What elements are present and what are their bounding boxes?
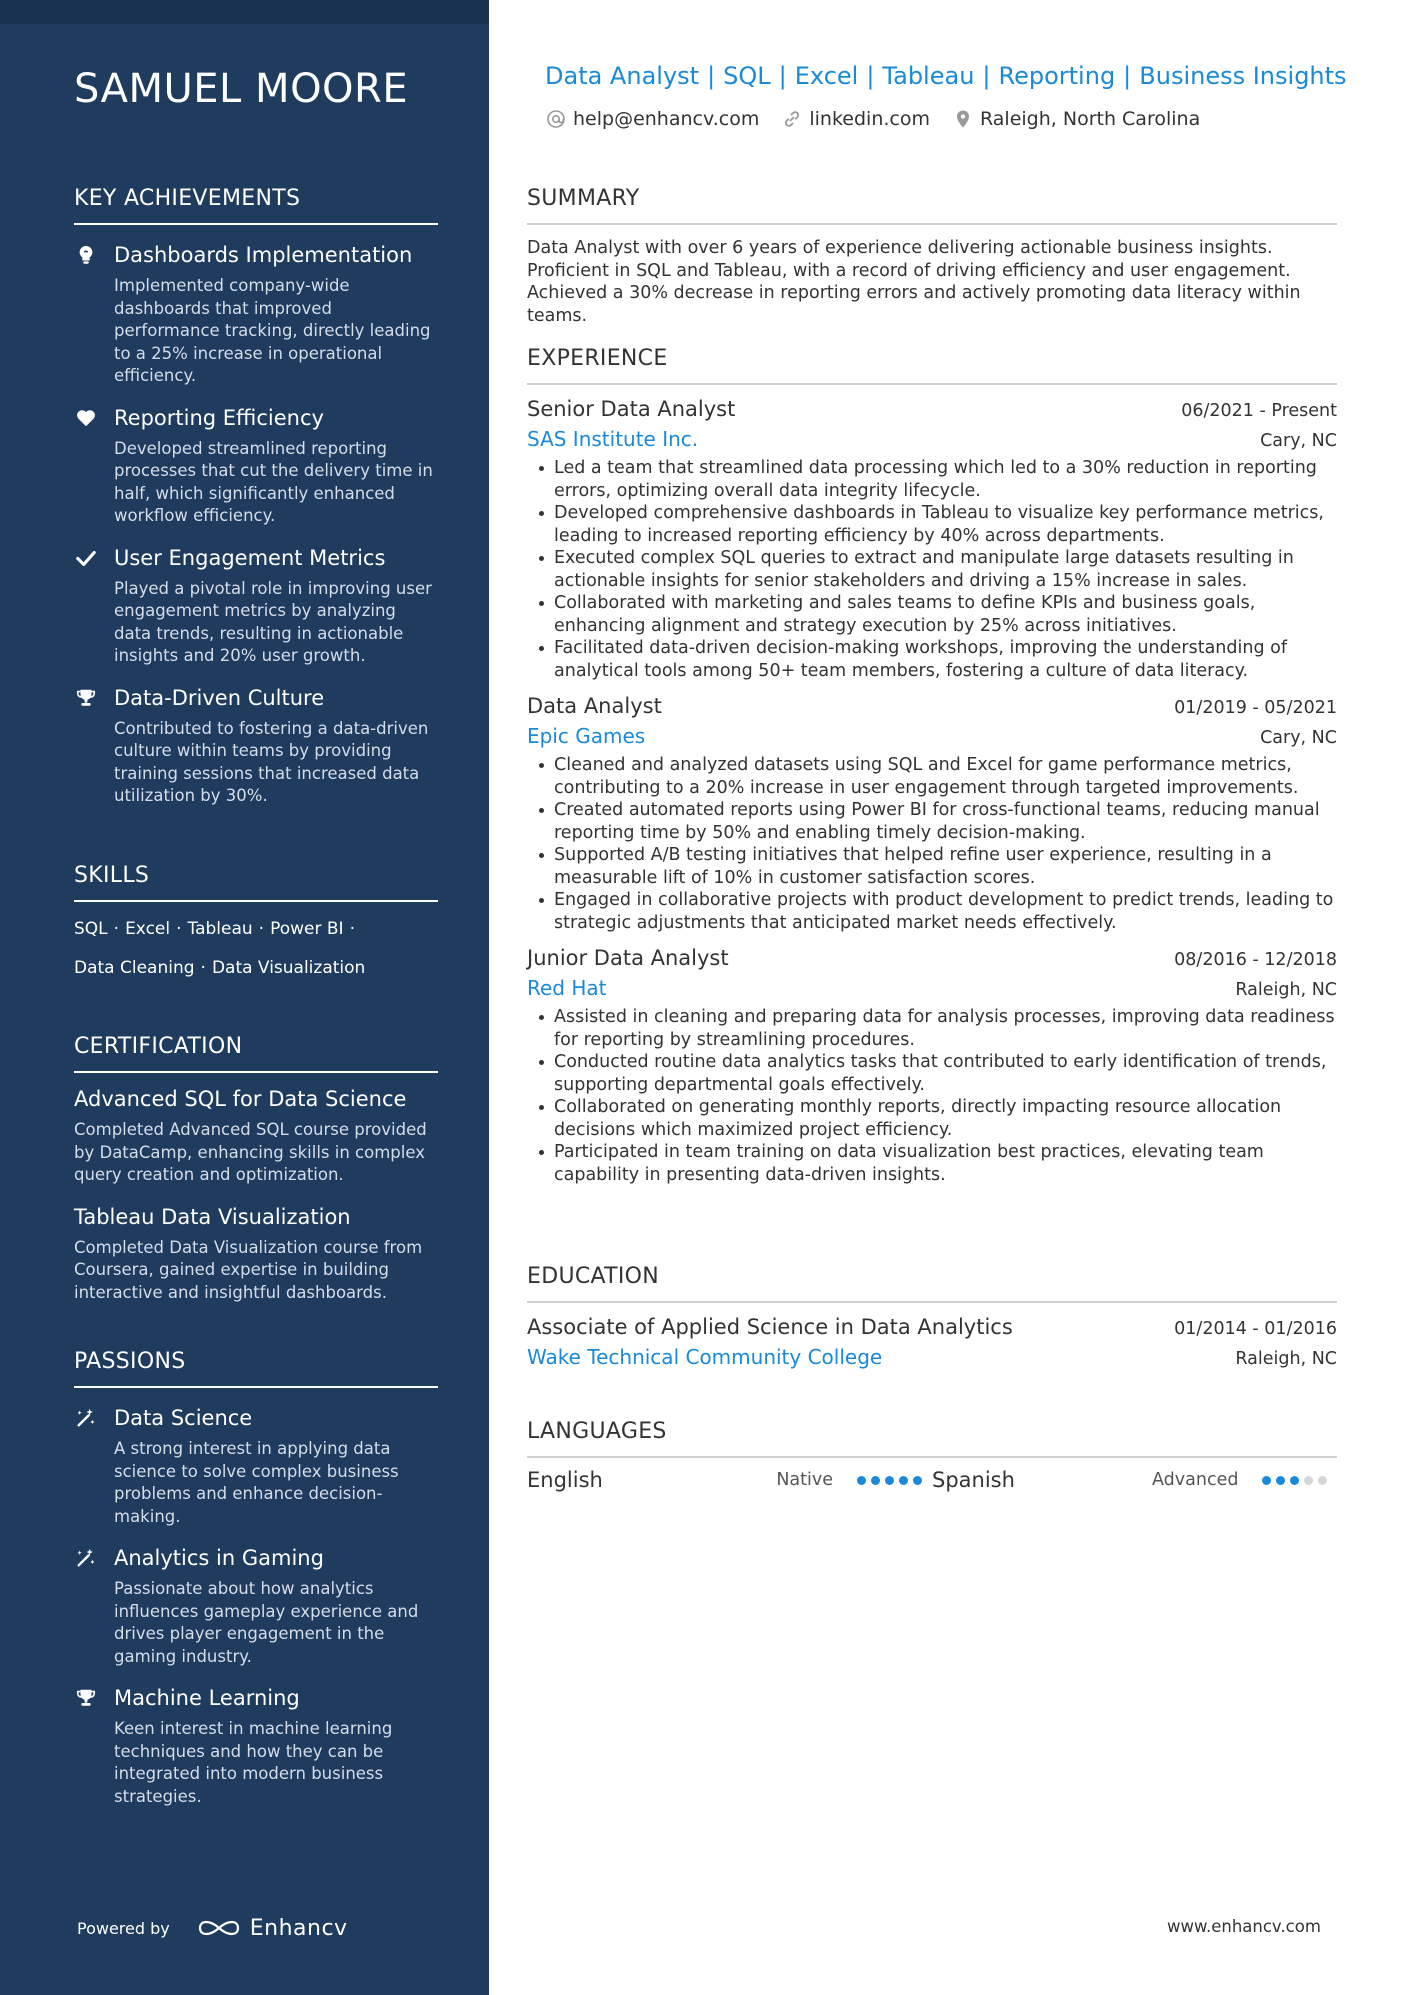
- achievement-item-description: Played a pivotal role in improving user engagement metrics by analyzing data trends, resulting in actionable insights and 20% user growth.: [114, 578, 432, 665]
- passion-item-description: A strong interest in applying data science to solve complex business problems and enhance decision-making.: [114, 1439, 399, 1526]
- skill-separator: ·: [258, 919, 265, 939]
- bullet-item: Developed comprehensive dashboards in Tableau to visualize key performance metrics, leading to increased reporting efficiency by 40% across departments.: [527, 502, 1337, 547]
- proficiency-dot-filled: [1262, 1476, 1271, 1485]
- school-name[interactable]: Wake Technical Community College: [527, 1345, 883, 1369]
- bullet-item: Collaborated on generating monthly reports, directly impacting resource allocation decisions which maximized project efficiency.: [527, 1096, 1337, 1141]
- language-item: [527, 1468, 932, 1492]
- bullet-item: Collaborated with marketing and sales teams to define KPIs and business goals, enhancing alignment and strategy execution by 25% across initiatives.: [527, 592, 1337, 637]
- skill-separator: ·: [113, 919, 120, 939]
- passion-item-description: Passionate about how analytics influences gameplay experience and drives player engagement in the gaming industry.: [114, 1579, 419, 1666]
- job-header-row: [527, 694, 1337, 718]
- skill-tag: Data Visualization: [211, 958, 366, 978]
- job-entry: [527, 694, 1337, 934]
- passions-section: [74, 1349, 438, 1808]
- achievement-item-title: User Engagement Metrics: [114, 545, 386, 570]
- job-location: Cary, NC: [1260, 431, 1337, 451]
- achievement-item: [74, 241, 438, 388]
- job-entry: [527, 397, 1337, 682]
- job-bullets: [527, 457, 1337, 682]
- proficiency-dots: [1262, 1476, 1332, 1485]
- headline-keyword: Tableau: [882, 62, 975, 90]
- location-text: Raleigh, North Carolina: [980, 108, 1201, 130]
- proficiency-dot-filled: [913, 1476, 922, 1485]
- bullet-item: Engaged in collaborative projects with product development to predict trends, leading to strategic adjustments that anticipated market needs effectively.: [527, 889, 1337, 934]
- linkedin-text: linkedin.com: [809, 108, 930, 130]
- headline-keyword: Data Analyst: [545, 62, 700, 90]
- wand-icon: [74, 1546, 98, 1570]
- language-name: English: [527, 1468, 603, 1492]
- skills-heading: SKILLS: [74, 863, 438, 902]
- certification-description: Completed Advanced SQL course provided by DataCamp, enhancing skills in complex query creation and optimization.: [74, 1120, 427, 1184]
- proficiency-dot-empty: [1304, 1476, 1313, 1485]
- languages-list: [527, 1468, 1337, 1492]
- proficiency-dot-filled: [1290, 1476, 1299, 1485]
- proficiency-dot-filled: [899, 1476, 908, 1485]
- skill-separator: ·: [200, 958, 206, 978]
- proficiency-dot-filled: [871, 1476, 880, 1485]
- candidate-name: SAMUEL MOORE: [74, 66, 409, 112]
- education-heading: EDUCATION: [527, 1264, 1337, 1303]
- certification-item: [74, 1085, 438, 1187]
- summary-heading: SUMMARY: [527, 186, 1337, 225]
- achievement-item-description: Contributed to fostering a data-driven culture within teams by providing training sessions that increased data utilization by 30%.: [114, 718, 429, 805]
- skill-tag: Excel: [125, 919, 171, 939]
- job-header-row: [527, 397, 1337, 421]
- certification-title: Tableau Data Visualization: [74, 1204, 351, 1229]
- sidebar: [0, 0, 489, 1995]
- bullet-item: Created automated reports using Power BI for cross-functional teams, reducing manual reporting time by 50% and enabling timely decision-making.: [527, 799, 1337, 844]
- certification-description: Completed Data Visualization course from Coursera, gained expertise in building interactive and insightful dashboards.: [74, 1237, 423, 1302]
- achievements-heading: KEY ACHIEVEMENTS: [74, 186, 438, 225]
- heart-icon: [74, 406, 98, 430]
- bullet-item: Led a team that streamlined data processing which led to a 30% reduction in reporting errors, optimizing overall data integrity lifecycle.: [527, 457, 1337, 502]
- trophy-icon: [74, 686, 98, 710]
- summary-text: Data Analyst with over 6 years of experience delivering actionable business insights. Proficient in SQL and Tableau, with a record of driving efficiency and user engagement. Achieved a 30% decrease in reporting errors and actively promoting data literacy within teams.: [527, 238, 1301, 326]
- brand-name: Enhancv: [249, 1915, 348, 1941]
- headline-keyword: Business Insights: [1139, 62, 1347, 90]
- passion-item-description: Keen interest in machine learning techniques and how they can be integrated into modern business strategies.: [114, 1719, 393, 1806]
- achievements-section: [74, 186, 438, 808]
- bullet-item: Cleaned and analyzed datasets using SQL and Excel for game performance metrics, contributing to a 20% increase in user engagement through targeted improvements.: [527, 754, 1337, 799]
- achievement-item: [74, 684, 438, 808]
- certification-item: [74, 1203, 438, 1305]
- proficiency-dot-filled: [857, 1476, 866, 1485]
- summary-section: [527, 186, 1337, 327]
- job-title: Data Analyst: [527, 694, 662, 718]
- job-entry: [527, 946, 1337, 1186]
- skills-section: [74, 863, 438, 988]
- skill-tag: Data Cleaning: [74, 958, 195, 978]
- achievement-item-title: Dashboards Implementation: [114, 243, 413, 267]
- sidebar-top-band: [0, 0, 489, 24]
- enhancv-logo[interactable]: [196, 1915, 348, 1941]
- degree: Associate of Applied Science in Data Analytics: [527, 1315, 1013, 1339]
- bulb-icon: [74, 243, 98, 267]
- location-pin-icon: [952, 108, 974, 130]
- email-text: help@enhancv.com: [573, 108, 760, 130]
- bullet-item: Assisted in cleaning and preparing data for analysis processes, improving data readiness for reporting by streamlining procedures.: [527, 1006, 1337, 1051]
- job-location: Cary, NC: [1260, 728, 1337, 748]
- passion-item: [74, 1544, 438, 1668]
- job-company-row: [527, 976, 1337, 1000]
- achievement-item-title: Reporting Efficiency: [114, 405, 324, 430]
- bullet-item: Supported A/B testing initiatives that helped refine user experience, resulting in a measurable lift of 10% in customer satisfaction scores.: [527, 844, 1337, 889]
- title-separator: |: [707, 62, 716, 90]
- proficiency-dot-filled: [885, 1476, 894, 1485]
- achievement-item-description: Implemented company-wide dashboards that improved performance tracking, directly leading to a 25% increase in operational efficiency.: [114, 276, 431, 385]
- skills-list: [74, 910, 404, 988]
- language-level: Native: [776, 1470, 833, 1490]
- job-header-row: [527, 946, 1337, 970]
- job-location: Raleigh, NC: [1235, 980, 1337, 1000]
- powered-by-label: Powered by: [77, 1918, 170, 1938]
- headline-keywords: [545, 62, 1347, 90]
- achievement-item: [74, 544, 438, 668]
- link-icon: [781, 108, 803, 130]
- bullet-item: Executed complex SQL queries to extract and manipulate large datasets resulting in actionable insights for senior stakeholders and driving a 15% increase in sales.: [527, 547, 1337, 592]
- at-icon: [545, 108, 567, 130]
- passion-item-title: Machine Learning: [114, 1686, 300, 1710]
- title-separator: |: [1123, 62, 1132, 90]
- certification-section: [74, 1034, 438, 1304]
- job-company-row: [527, 724, 1337, 748]
- passion-item-title: Analytics in Gaming: [114, 1546, 324, 1570]
- job-dates: 08/2016 - 12/2018: [1174, 950, 1337, 970]
- passions-heading: PASSIONS: [74, 1349, 438, 1388]
- company-name[interactable]: SAS Institute Inc.: [527, 427, 699, 451]
- proficiency-dot-empty: [1318, 1476, 1327, 1485]
- job-title: Senior Data Analyst: [527, 397, 736, 421]
- skill-tag: Tableau: [187, 919, 253, 939]
- contact-linkedin[interactable]: [781, 108, 930, 130]
- wand-icon: [74, 1406, 98, 1430]
- footer-website[interactable]: www.enhancv.com: [1167, 1917, 1321, 1936]
- company-name[interactable]: Red Hat: [527, 976, 607, 1000]
- proficiency-dots: [857, 1476, 927, 1485]
- proficiency-dot-filled: [1276, 1476, 1285, 1485]
- certification-heading: CERTIFICATION: [74, 1034, 438, 1073]
- language-name: Spanish: [932, 1468, 1015, 1492]
- languages-section: [527, 1419, 1337, 1492]
- achievement-item: [74, 404, 438, 528]
- job-company-row: [527, 427, 1337, 451]
- education-section: [527, 1264, 1337, 1369]
- education-entry: [527, 1315, 1337, 1369]
- education-dates: 01/2014 - 01/2016: [1174, 1319, 1337, 1339]
- powered-by: [77, 1915, 348, 1941]
- contact-row: [545, 108, 1222, 130]
- passion-item: [74, 1684, 438, 1808]
- title-separator: |: [982, 62, 991, 90]
- job-dates: 01/2019 - 05/2021: [1174, 698, 1337, 718]
- job-bullets: [527, 1006, 1337, 1186]
- skill-tag: SQL: [74, 919, 108, 939]
- contact-email[interactable]: [545, 108, 759, 130]
- skill-separator: ·: [349, 919, 355, 939]
- skill-separator: ·: [176, 919, 182, 939]
- job-title: Junior Data Analyst: [527, 946, 729, 970]
- headline-keyword: Excel: [794, 62, 859, 90]
- achievement-item-description: Developed streamlined reporting processes that cut the delivery time in half, which significantly enhanced workflow efficiency.: [114, 438, 433, 525]
- title-separator: |: [866, 62, 875, 90]
- contact-location: [952, 108, 1200, 130]
- infinity-icon: [196, 1915, 242, 1941]
- language-item: [932, 1468, 1337, 1492]
- passion-item: [74, 1404, 438, 1528]
- title-separator: |: [778, 62, 787, 90]
- achievement-item-title: Data-Driven Culture: [114, 685, 325, 710]
- education-location: Raleigh, NC: [1235, 1349, 1337, 1369]
- bullet-item: Participated in team training on data visualization best practices, elevating team capability in presenting data-driven insights.: [527, 1141, 1337, 1186]
- trophy-icon: [74, 1686, 98, 1710]
- headline-keyword: Reporting: [998, 62, 1116, 90]
- experience-section: [527, 346, 1337, 1186]
- job-bullets: [527, 754, 1337, 934]
- check-icon: [74, 546, 98, 570]
- passion-item-title: Data Science: [114, 1406, 253, 1430]
- headline-keyword: SQL: [723, 62, 771, 90]
- certification-title: Advanced SQL for Data Science: [74, 1087, 407, 1111]
- skill-tag: Power BI: [270, 919, 344, 939]
- bullet-item: Facilitated data-driven decision-making workshops, improving the understanding of analytical tools among 50+ team members, fostering a culture of data literacy.: [527, 637, 1337, 682]
- job-dates: 06/2021 - Present: [1181, 401, 1337, 421]
- bullet-item: Conducted routine data analytics tasks that contributed to early identification of trends, supporting departmental goals effectively.: [527, 1051, 1337, 1096]
- languages-heading: LANGUAGES: [527, 1419, 1337, 1458]
- experience-heading: EXPERIENCE: [527, 346, 1337, 385]
- language-level: Advanced: [1152, 1470, 1239, 1490]
- company-name[interactable]: Epic Games: [527, 724, 646, 748]
